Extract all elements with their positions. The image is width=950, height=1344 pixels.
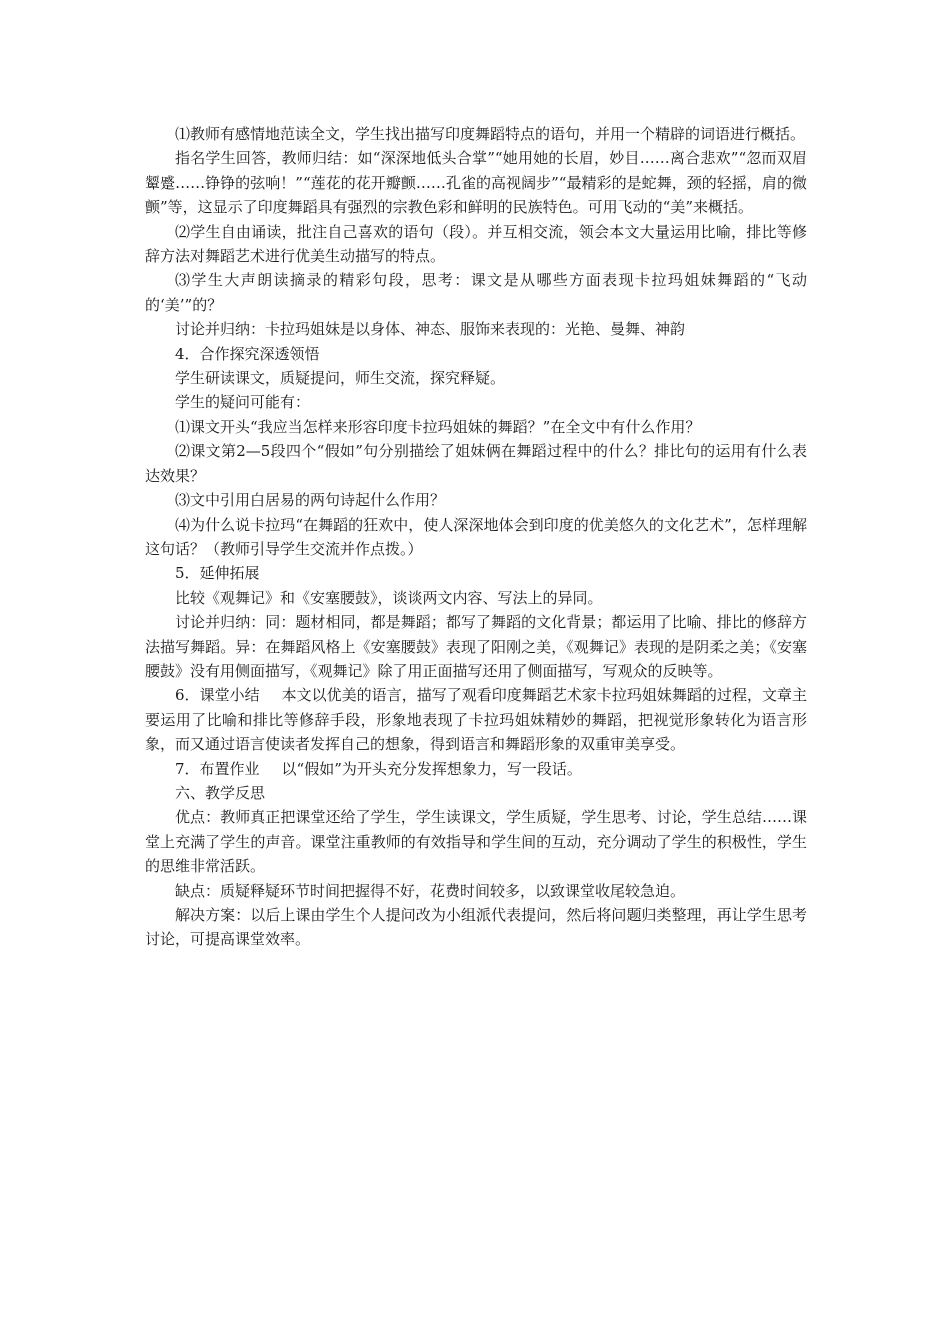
question-4: ⑷为什么说卡拉玛“在舞蹈的狂欢中，使人深深地体会到印度的优美悠久的文化艺术”，怎样理解这句话？（教师引导学生交流并作点拨。） — [145, 515, 807, 558]
paragraph-model-reading: ⑴教师有感情地范读全文，学生找出描写印度舞蹈特点的语句，并用一个精辟的词语进行概括。 — [175, 125, 806, 143]
paragraph-possible-questions: 学生的疑问可能有： — [175, 393, 311, 412]
section-heading-reflection: 六、教学反思 — [175, 783, 266, 802]
paragraph-strengths: 优点：教师真正把课堂还给了学生，学生读课文，学生质疑，学生思考、讨论，学生总结……课堂上充满了学生的声音。课堂注重教师的有效指导和学生间的互动，充分调动了学生的积极性，学生的思维非常活跃。 — [145, 808, 807, 876]
homework-heading: 7．布置作业 — [175, 759, 260, 778]
document-body — [145, 122, 807, 952]
paragraph-read-aloud: ⑶学生大声朗读摘录的精彩句段，思考：课文是从哪些方面表现卡拉玛姐妹舞蹈的“飞动的‘美’”的？ — [145, 271, 807, 314]
paragraph-solution: 解决方案：以后上课由学生个人提问改为小组派代表提问，然后将问题归类整理，再让学生思考讨论，可提高课堂效率。 — [145, 906, 807, 949]
section-heading-cooperative-inquiry: 4．合作探究深透领悟 — [175, 344, 320, 363]
paragraph-teacher-summary: 指名学生回答，教师归结：如“深深地低头合掌”“她用她的长眉，妙目……离合悲欢”“忽而双眉颦蹙……铮铮的弦响！”“莲花的花开瓣颤……孔雀的高视阔步”“最精彩的是蛇舞，颈的轻摇，肩的微颤”等，这显示了印度舞蹈具有强烈的宗教色彩和鲜明的民族特色。可用飞动的“美”来概括。 — [145, 149, 807, 217]
paragraph-free-reading: ⑵学生自由诵读，批注自己喜欢的语句（段）。并互相交流，领会本文大量运用比喻，排比等修辞方法对舞蹈艺术进行优美生动描写的特点。 — [145, 222, 807, 266]
paragraph-class-summary — [145, 683, 807, 756]
paragraph-compare-discussion: 讨论并归纳：同：题材相同，都是舞蹈；都写了舞蹈的文化背景；都运用了比喻、排比的修辞方法描写舞蹈。异：在舞蹈风格上《安塞腰鼓》表现了阳刚之美，《观舞记》表现的是阴柔之美；《安塞腰鼓》没有用侧面描写，《观舞记》除了用正面描写还用了侧面描写，写观众的反映等。 — [145, 613, 807, 680]
homework-text: 以“假如”为开头充分发挥想象力，写一段话。 — [281, 759, 582, 778]
question-1: ⑴课文开头“我应当怎样来形容印度卡拉玛姐妹的舞蹈？”在全文中有什么作用？ — [175, 417, 701, 436]
paragraph-compare: 比较《观舞记》和《安塞腰鼓》，谈谈两文内容、写法上的异同。 — [175, 588, 603, 607]
paragraph-weaknesses: 缺点：质疑释疑环节时间把握得不好，花费时间较多，以致课堂收尾较急迫。 — [175, 881, 686, 900]
question-2: ⑵课文第2—5段四个“假如”句分别描绘了姐妹俩在舞蹈过程中的什么？排比句的运用有什么表达效果？ — [145, 442, 807, 485]
section-heading-extension: 5．延伸拓展 — [175, 564, 260, 583]
paragraph-discussion: 讨论并归纳：卡拉玛姐妹是以身体、神态、服饰来表现的：光艳、曼舞、神韵 — [175, 320, 686, 339]
question-3: ⑶文中引用白居易的两句诗起什么作用？ — [175, 491, 446, 510]
paragraph-study-text: 学生研读课文，质疑提问，师生交流，探究释疑。 — [175, 369, 506, 388]
class-summary-heading: 6．课堂小结 — [175, 686, 260, 705]
paragraph-homework — [145, 757, 807, 781]
class-summary-text: 本文以优美的语言，描写了观看印度舞蹈艺术家卡拉玛姐妹舞蹈的过程，文章主要运用了比喻和排比等修辞手段，形象地表现了卡拉玛姐妹精妙的舞蹈，把视觉形象转化为语言形象，而又通过语言使读者发挥自己的想象，得到语言和舞蹈形象的双重审美享受。 — [145, 686, 807, 754]
